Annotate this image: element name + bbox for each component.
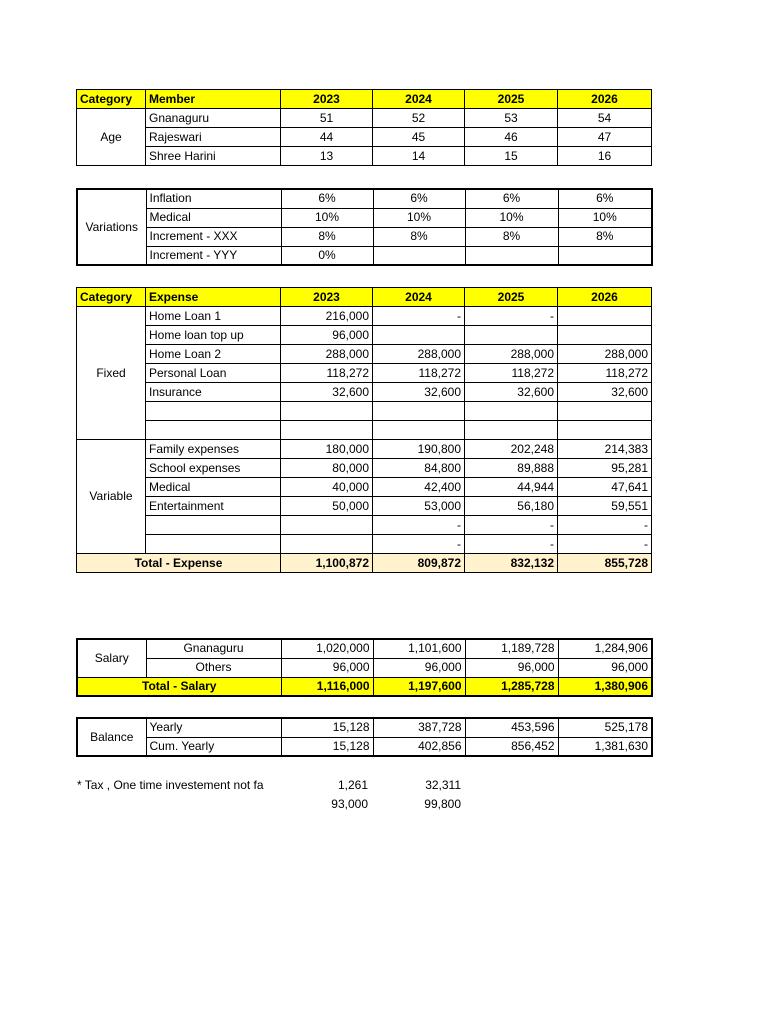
cell <box>558 307 652 326</box>
cell: - <box>558 516 652 535</box>
footnote-value: 93,000 <box>331 797 368 811</box>
cell: 216,000 <box>281 307 373 326</box>
cell: 118,272 <box>281 364 373 383</box>
cell: 96,000 <box>465 658 558 677</box>
cell: 1,020,000 <box>281 639 373 658</box>
cell <box>558 246 652 265</box>
balance-name: Cum. Yearly <box>146 737 281 756</box>
cell: 214,383 <box>558 440 652 459</box>
cell: - <box>465 535 558 554</box>
cell: 10% <box>465 208 558 227</box>
cell: 14 <box>373 147 465 166</box>
table-row <box>77 364 652 383</box>
cell: 47 <box>558 128 652 147</box>
table-row <box>77 227 652 246</box>
cell <box>465 246 558 265</box>
table-row <box>77 497 652 516</box>
footnote-text: * Tax , One time investement not fa <box>77 778 264 792</box>
cell: 8% <box>281 227 373 246</box>
balance-name: Yearly <box>146 718 281 737</box>
cell: 96,000 <box>558 658 652 677</box>
cell: 6% <box>465 189 558 208</box>
header-year: 2026 <box>558 288 652 307</box>
cell: 118,272 <box>558 364 652 383</box>
table-row <box>77 737 652 756</box>
cell: 1,381,630 <box>558 737 652 756</box>
total-cell: 1,380,906 <box>558 677 652 696</box>
table-row <box>77 440 652 459</box>
cell: - <box>373 516 465 535</box>
expense-name: Family expenses <box>146 440 281 459</box>
total-salary-row <box>77 677 652 696</box>
cell: 56,180 <box>465 497 558 516</box>
cell: 6% <box>373 189 465 208</box>
table-row <box>77 402 652 421</box>
cell: 32,600 <box>465 383 558 402</box>
cell: 15,128 <box>281 737 373 756</box>
header-category: Category <box>77 90 146 109</box>
cell: 10% <box>558 208 652 227</box>
table-row <box>77 326 652 345</box>
category-label: Variable <box>77 440 146 554</box>
cell: 50,000 <box>281 497 373 516</box>
cell: 8% <box>373 227 465 246</box>
total-cell: 855,728 <box>558 554 652 573</box>
cell: 288,000 <box>281 345 373 364</box>
cell: 44,944 <box>465 478 558 497</box>
total-salary-label: Total - Salary <box>77 677 281 696</box>
salary-table <box>76 638 653 697</box>
total-cell: 1,197,600 <box>373 677 465 696</box>
expense-name <box>146 421 281 440</box>
header-year: 2023 <box>281 288 373 307</box>
expense-header-row <box>77 288 652 307</box>
cell: 54 <box>558 109 652 128</box>
cell: - <box>465 516 558 535</box>
cell: - <box>558 535 652 554</box>
cell: 402,856 <box>373 737 465 756</box>
member-name: Gnanaguru <box>146 109 281 128</box>
cell: 95,281 <box>558 459 652 478</box>
cell: 15 <box>465 147 558 166</box>
header-expense: Expense <box>146 288 281 307</box>
total-expense-row <box>77 554 652 573</box>
category-label: Fixed <box>77 307 146 440</box>
cell: 288,000 <box>373 345 465 364</box>
cell: 96,000 <box>281 326 373 345</box>
total-cell: 1,116,000 <box>281 677 373 696</box>
table-row <box>77 208 652 227</box>
salary-name: Gnanaguru <box>146 639 281 658</box>
total-cell: 809,872 <box>373 554 465 573</box>
cell: 453,596 <box>465 718 558 737</box>
cell: 10% <box>281 208 373 227</box>
cell: 16 <box>558 147 652 166</box>
cell: 53 <box>465 109 558 128</box>
cell: 118,272 <box>465 364 558 383</box>
cell: 8% <box>558 227 652 246</box>
cell <box>558 402 652 421</box>
cell: 6% <box>281 189 373 208</box>
cell: 32,600 <box>281 383 373 402</box>
cell: 32,600 <box>558 383 652 402</box>
expense-name <box>146 402 281 421</box>
cell <box>465 402 558 421</box>
cell: 42,400 <box>373 478 465 497</box>
table-row <box>77 639 652 658</box>
cell: - <box>373 307 465 326</box>
cell: 89,888 <box>465 459 558 478</box>
member-name: Shree Harini <box>146 147 281 166</box>
table-row <box>77 535 652 554</box>
cell <box>465 421 558 440</box>
expense-table <box>76 287 652 573</box>
table-row <box>77 246 652 265</box>
table-row <box>77 516 652 535</box>
category-label: Variations <box>77 189 146 265</box>
cell: 1,189,728 <box>465 639 558 658</box>
variation-name: Increment - YYY <box>146 246 281 265</box>
header-year: 2023 <box>281 90 373 109</box>
salary-name: Others <box>146 658 281 677</box>
category-label: Salary <box>77 639 146 677</box>
header-member: Member <box>146 90 281 109</box>
cell: 80,000 <box>281 459 373 478</box>
age-table <box>76 89 652 166</box>
cell: 10% <box>373 208 465 227</box>
table-row <box>77 658 652 677</box>
cell: 190,800 <box>373 440 465 459</box>
cell <box>281 402 373 421</box>
cell <box>558 326 652 345</box>
variation-name: Medical <box>146 208 281 227</box>
cell: 387,728 <box>373 718 465 737</box>
table-row <box>77 147 652 166</box>
expense-name <box>146 535 281 554</box>
header-year: 2024 <box>373 288 465 307</box>
expense-name: Personal Loan <box>146 364 281 383</box>
cell <box>373 421 465 440</box>
cell: 118,272 <box>373 364 465 383</box>
total-cell: 1,285,728 <box>465 677 558 696</box>
category-label: Age <box>77 109 146 166</box>
cell: 96,000 <box>373 658 465 677</box>
table-row <box>77 109 652 128</box>
cell <box>373 246 465 265</box>
cell: 59,551 <box>558 497 652 516</box>
footnote-value: 1,261 <box>337 778 368 792</box>
cell: 15,128 <box>281 718 373 737</box>
category-label: Balance <box>77 718 146 756</box>
header-category: Category <box>77 288 146 307</box>
table-row <box>77 478 652 497</box>
cell: - <box>373 535 465 554</box>
expense-name: School expenses <box>146 459 281 478</box>
cell: 525,178 <box>558 718 652 737</box>
table-row <box>77 459 652 478</box>
cell: 8% <box>465 227 558 246</box>
variation-name: Inflation <box>146 189 281 208</box>
expense-name: Home loan top up <box>146 326 281 345</box>
expense-name: Entertainment <box>146 497 281 516</box>
expense-name: Home Loan 1 <box>146 307 281 326</box>
cell <box>558 421 652 440</box>
cell: 1,284,906 <box>558 639 652 658</box>
cell: 856,452 <box>465 737 558 756</box>
header-year: 2026 <box>558 90 652 109</box>
header-year: 2025 <box>465 288 558 307</box>
total-cell: 832,132 <box>465 554 558 573</box>
cell: 288,000 <box>558 345 652 364</box>
table-row <box>77 383 652 402</box>
cell: 40,000 <box>281 478 373 497</box>
expense-name: Home Loan 2 <box>146 345 281 364</box>
total-expense-label: Total - Expense <box>77 554 281 573</box>
cell: 84,800 <box>373 459 465 478</box>
variations-table <box>76 188 653 266</box>
cell: 52 <box>373 109 465 128</box>
table-row <box>77 189 652 208</box>
age-header-row <box>77 90 652 109</box>
cell <box>281 421 373 440</box>
footnote-value: 99,800 <box>424 797 461 811</box>
cell: 288,000 <box>465 345 558 364</box>
cell <box>373 402 465 421</box>
cell: 96,000 <box>281 658 373 677</box>
table-row <box>77 307 652 326</box>
balance-table <box>76 717 653 757</box>
cell <box>465 326 558 345</box>
cell: 46 <box>465 128 558 147</box>
cell: 1,101,600 <box>373 639 465 658</box>
header-year: 2024 <box>373 90 465 109</box>
cell: 13 <box>281 147 373 166</box>
cell: 53,000 <box>373 497 465 516</box>
cell: 180,000 <box>281 440 373 459</box>
footnote-value: 32,311 <box>425 778 461 792</box>
total-cell: 1,100,872 <box>281 554 373 573</box>
expense-name <box>146 516 281 535</box>
cell <box>281 516 373 535</box>
member-name: Rajeswari <box>146 128 281 147</box>
expense-name: Insurance <box>146 383 281 402</box>
table-row <box>77 345 652 364</box>
table-row <box>77 718 652 737</box>
cell: 47,641 <box>558 478 652 497</box>
expense-name: Medical <box>146 478 281 497</box>
cell: 32,600 <box>373 383 465 402</box>
variation-name: Increment - XXX <box>146 227 281 246</box>
cell <box>373 326 465 345</box>
cell: 6% <box>558 189 652 208</box>
cell: 0% <box>281 246 373 265</box>
table-row <box>77 421 652 440</box>
cell <box>281 535 373 554</box>
header-year: 2025 <box>465 90 558 109</box>
cell: 44 <box>281 128 373 147</box>
cell: 202,248 <box>465 440 558 459</box>
cell: - <box>465 307 558 326</box>
cell: 51 <box>281 109 373 128</box>
table-row <box>77 128 652 147</box>
cell: 45 <box>373 128 465 147</box>
